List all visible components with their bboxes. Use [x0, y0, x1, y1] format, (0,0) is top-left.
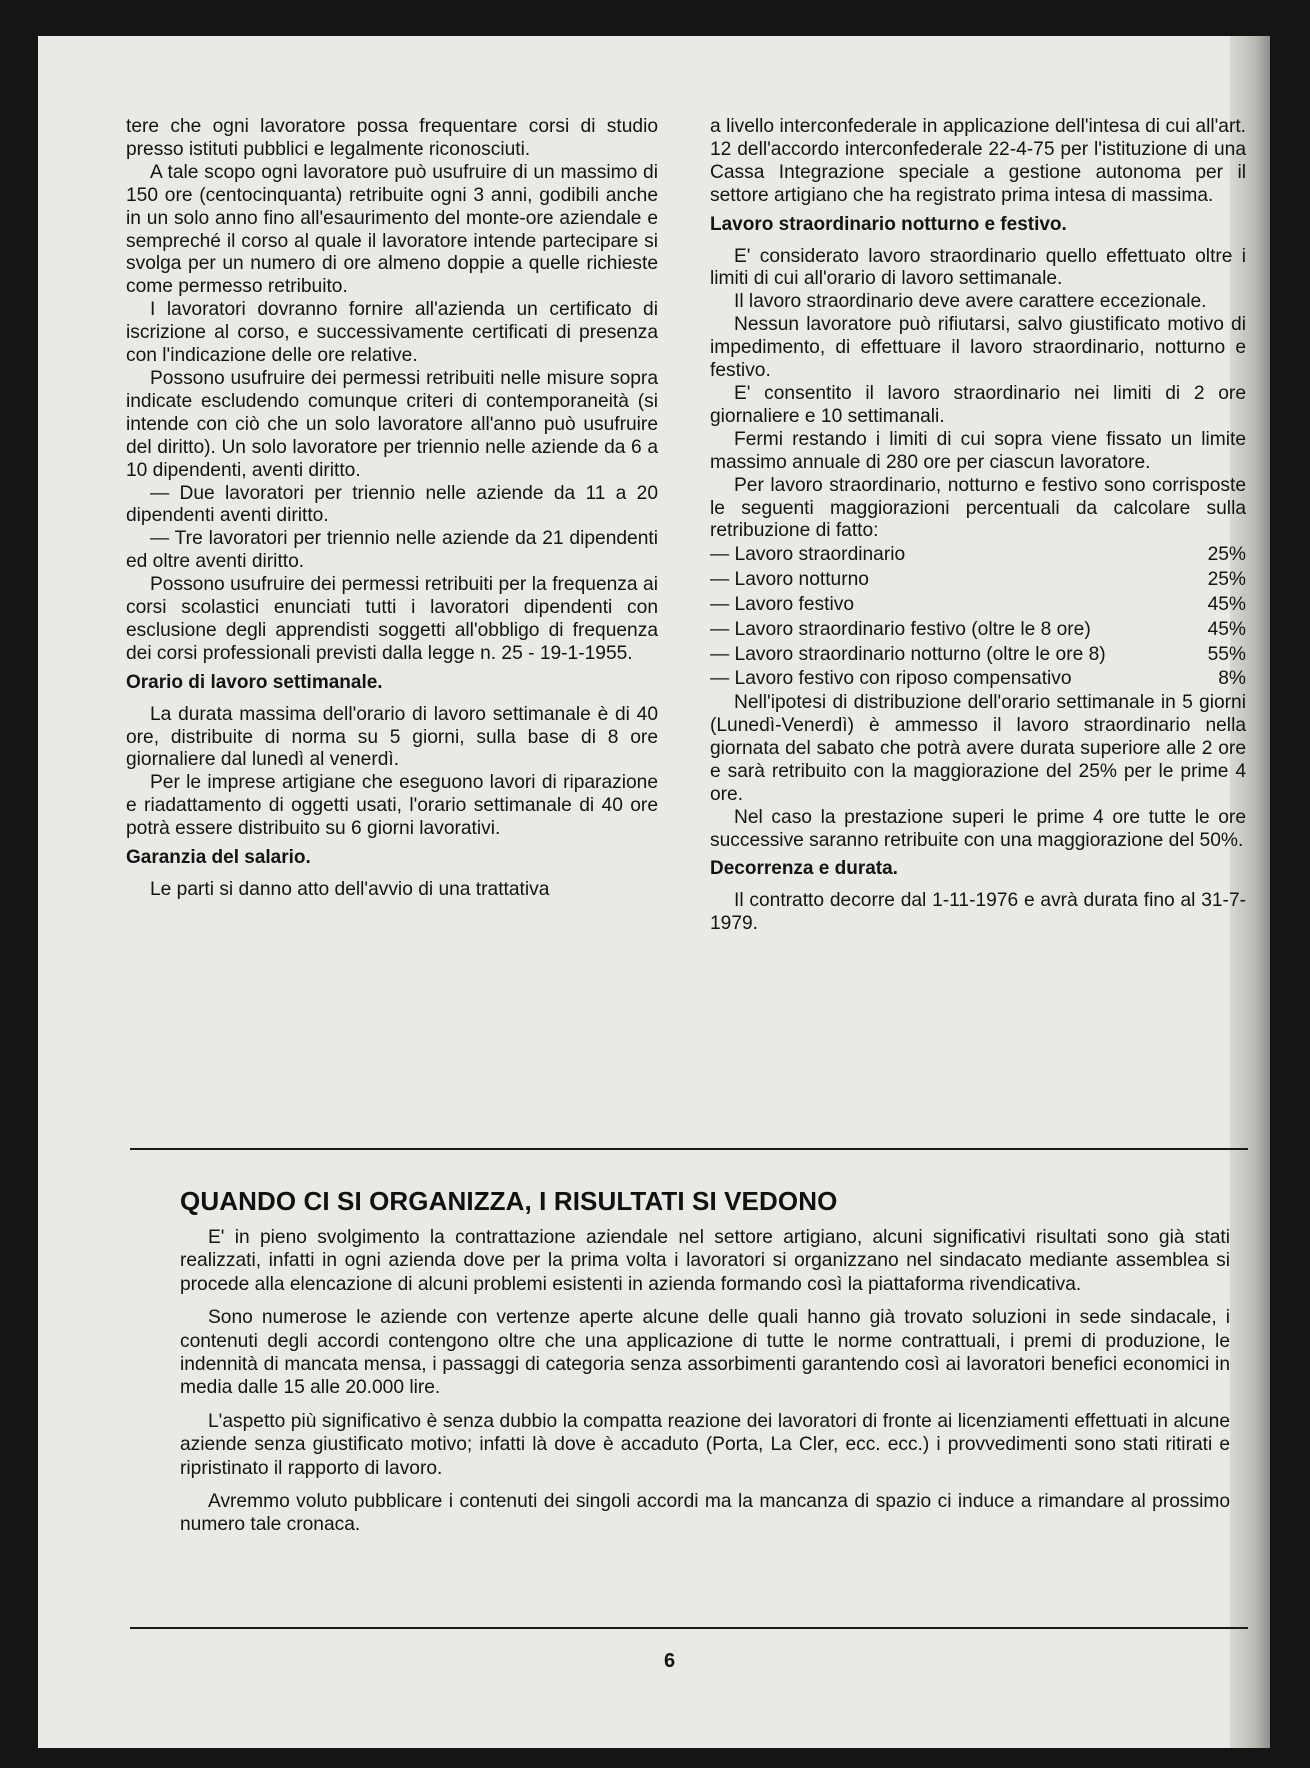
rate-value: 45% — [1207, 618, 1246, 640]
article-headline: QUANDO CI SI ORGANIZZA, I RISULTATI SI VEDONO — [180, 1186, 838, 1216]
paragraph: Sono numerose le aziende con vertenze aperte alcune delle quali hanno già trovato soluzioni in sede sindacale, i contenuti degli accordi contengono oltre che una applicazione di tutte le norme contrattuali, i premi di produzione, le indennità di mancata mensa, i passaggi di categoria senza assorbimenti garantendo così ai lavoratori benefici economici in media dalle 15 alle 20.000 lire. — [180, 1307, 1230, 1399]
rate-value: 8% — [1218, 668, 1246, 690]
paragraph: Per le imprese artigiane che eseguono lavori di riparazione e riadattamento di oggetti usati, l'orario settimanale di 40 ore potrà essere distribuito su 6 giorni lavorativi. — [126, 772, 658, 840]
paragraph: Fermi restando i limiti di cui sopra viene fissato un limite massimo annuale di 280 ore per ciascun lavoratore. — [710, 428, 1246, 473]
rate-item — [710, 593, 1246, 618]
section-heading-decorrenza: Decorrenza e durata. — [710, 858, 898, 880]
paragraph: — Due lavoratori per triennio nelle aziende da 11 a 20 dipendenti aventi diritto. — [126, 482, 658, 527]
rate-label: — Lavoro straordinario — [710, 543, 905, 568]
article-body — [180, 1226, 1230, 1547]
paragraph: Il lavoro straordinario deve avere carattere eccezionale. — [734, 291, 1207, 313]
rate-item — [710, 667, 1246, 692]
paragraph: Le parti si danno atto dell'avvio di una trattativa — [150, 879, 550, 900]
paragraph: A tale scopo ogni lavoratore può usufruire di un massimo di 150 ore (centocinquanta) retribuite ogni 3 anni, godibili anche in un solo anno fino all'esaurimento del monte-ore aziendale e sempreché il corso al quale il lavoratore intende partecipare si svolga per un numero di ore almeno doppie a quelle richieste come permesso retribuito. — [126, 161, 658, 298]
rate-item — [710, 618, 1246, 643]
paragraph: L'aspetto più significativo è senza dubbio la compatta reazione dei lavoratori di fronte ai licenziamenti effettuati in alcune aziende senza giustificato motivo; infatti là dove è accaduto (Porta, La Cler, ecc. ecc.) i provvedimenti sono stati ritirati e ripristinato il rapporto di lavoro. — [180, 1410, 1230, 1479]
paragraph: Possono usufruire dei permessi retribuiti per la frequenza ai corsi scolastici enunciati tutti i lavoratori dipendenti con esclusione degli apprendisti soggetti all'obbligo di frequenza dei corsi professionali previsti dalla legge n. 25 - 19-1-1955. — [126, 574, 658, 664]
rate-value: 45% — [1207, 593, 1246, 615]
paragraph: a livello interconfederale in applicazione dell'intesa di cui all'art. 12 dell'accordo interconfederale 22-4-75 per l'istituzione di una Cassa Integrazione speciale a gestione autonoma per il settore artigiano che ha registrato prima intesa di massima. — [710, 116, 1246, 206]
section-heading-orario: Orario di lavoro settimanale. — [126, 671, 383, 693]
paragraph: E' considerato lavoro straordinario quello effettuato oltre i limiti di cui all'orario di lavoro settimanale. — [710, 245, 1246, 290]
page-number: 6 — [664, 1650, 676, 1672]
paragraph: Avremmo voluto pubblicare i contenuti dei singoli accordi ma la mancanza di spazio ci induce a rimandare al prossimo numero tale cronaca. — [180, 1491, 1230, 1536]
overtime-rates-list — [710, 543, 1246, 692]
right-column — [710, 116, 1246, 936]
magazine-page — [38, 36, 1270, 1748]
rate-label: — Lavoro notturno — [710, 568, 869, 593]
paragraph: — Tre lavoratori per triennio nelle aziende da 21 dipendenti ed oltre aventi diritto. — [126, 528, 658, 573]
rate-label: — Lavoro festivo — [710, 593, 854, 618]
left-column — [126, 116, 658, 902]
section-heading-straordinario: Lavoro straordinario notturno e festivo. — [710, 213, 1067, 235]
rate-value: 25% — [1207, 569, 1246, 591]
paragraph: Nell'ipotesi di distribuzione dell'orario settimanale in 5 giorni (Lunedì-Venerdì) è ammesso il lavoro straordinario nella giornata del sabato che potrà avere durata superiore alle 2 ore e sarà retribuito con la maggiorazione del 25% per le prime 4 ore. — [710, 692, 1246, 805]
rate-value: 25% — [1207, 544, 1246, 566]
paragraph: tere che ogni lavoratore possa frequentare corsi di studio presso istituti pubblici e legalmente riconosciuti. — [126, 116, 658, 160]
section-heading-garanzia: Garanzia del salario. — [126, 847, 311, 869]
paragraph: La durata massima dell'orario di lavoro settimanale è di 40 ore, distribuite di norma su 5 giorni, sulla base di 8 ore giornaliere dal lunedì al venerdì. — [126, 703, 658, 771]
rate-item — [710, 543, 1246, 568]
paragraph: Nessun lavoratore può rifiutarsi, salvo giustificato motivo di impedimento, di effettuare il lavoro straordinario, notturno e festivo. — [710, 314, 1246, 382]
divider-rule — [130, 1148, 1248, 1150]
rate-item — [710, 568, 1246, 593]
paragraph: I lavoratori dovranno fornire all'azienda un certificato di iscrizione al corso, e successivamente certificati di presenza con l'indicazione delle ore relative. — [126, 299, 658, 367]
paragraph: Per lavoro straordinario, notturno e festivo sono corrisposte le seguenti maggiorazioni percentuali da calcolare sulla retribuzione di fatto: — [710, 474, 1246, 542]
divider-rule — [130, 1627, 1248, 1629]
rate-label: — Lavoro straordinario festivo (oltre le 8 ore) — [710, 618, 1091, 643]
paragraph: E' consentito il lavoro straordinario nei limiti di 2 ore giornaliere e 10 settimanali. — [710, 382, 1246, 427]
rate-label: — Lavoro straordinario notturno (oltre le ore 8) — [710, 643, 1106, 668]
paragraph: E' in pieno svolgimento la contrattazione aziendale nel settore artigiano, alcuni significativi risultati sono già stati realizzati, infatti in ogni azienda dove per la prima volta i lavoratori si organizzano nel sindacato mediante assemblea si procede alla elencazione di alcuni problemi esistenti in azienda formando così la piattaforma rivendicativa. — [180, 1227, 1230, 1295]
rate-item — [710, 643, 1246, 668]
paragraph: Nel caso la prestazione superi le prime 4 ore tutte le ore successive saranno retribuite con una maggiorazione del 50%. — [710, 806, 1246, 851]
paragraph: Possono usufruire dei permessi retribuiti nelle misure sopra indicate escludendo comunque criteri di contemporaneità (si intende con ciò che un solo lavoratore all'anno può usufruire del diritto). Un solo lavoratore per triennio nelle aziende da 6 a 10 dipendenti, aventi diritto. — [126, 367, 658, 481]
rate-value: 55% — [1207, 643, 1246, 665]
paragraph: Il contratto decorre dal 1-11-1976 e avrà durata fino al 31-7-1979. — [710, 890, 1246, 935]
rate-label: — Lavoro festivo con riposo compensativo — [710, 667, 1072, 692]
